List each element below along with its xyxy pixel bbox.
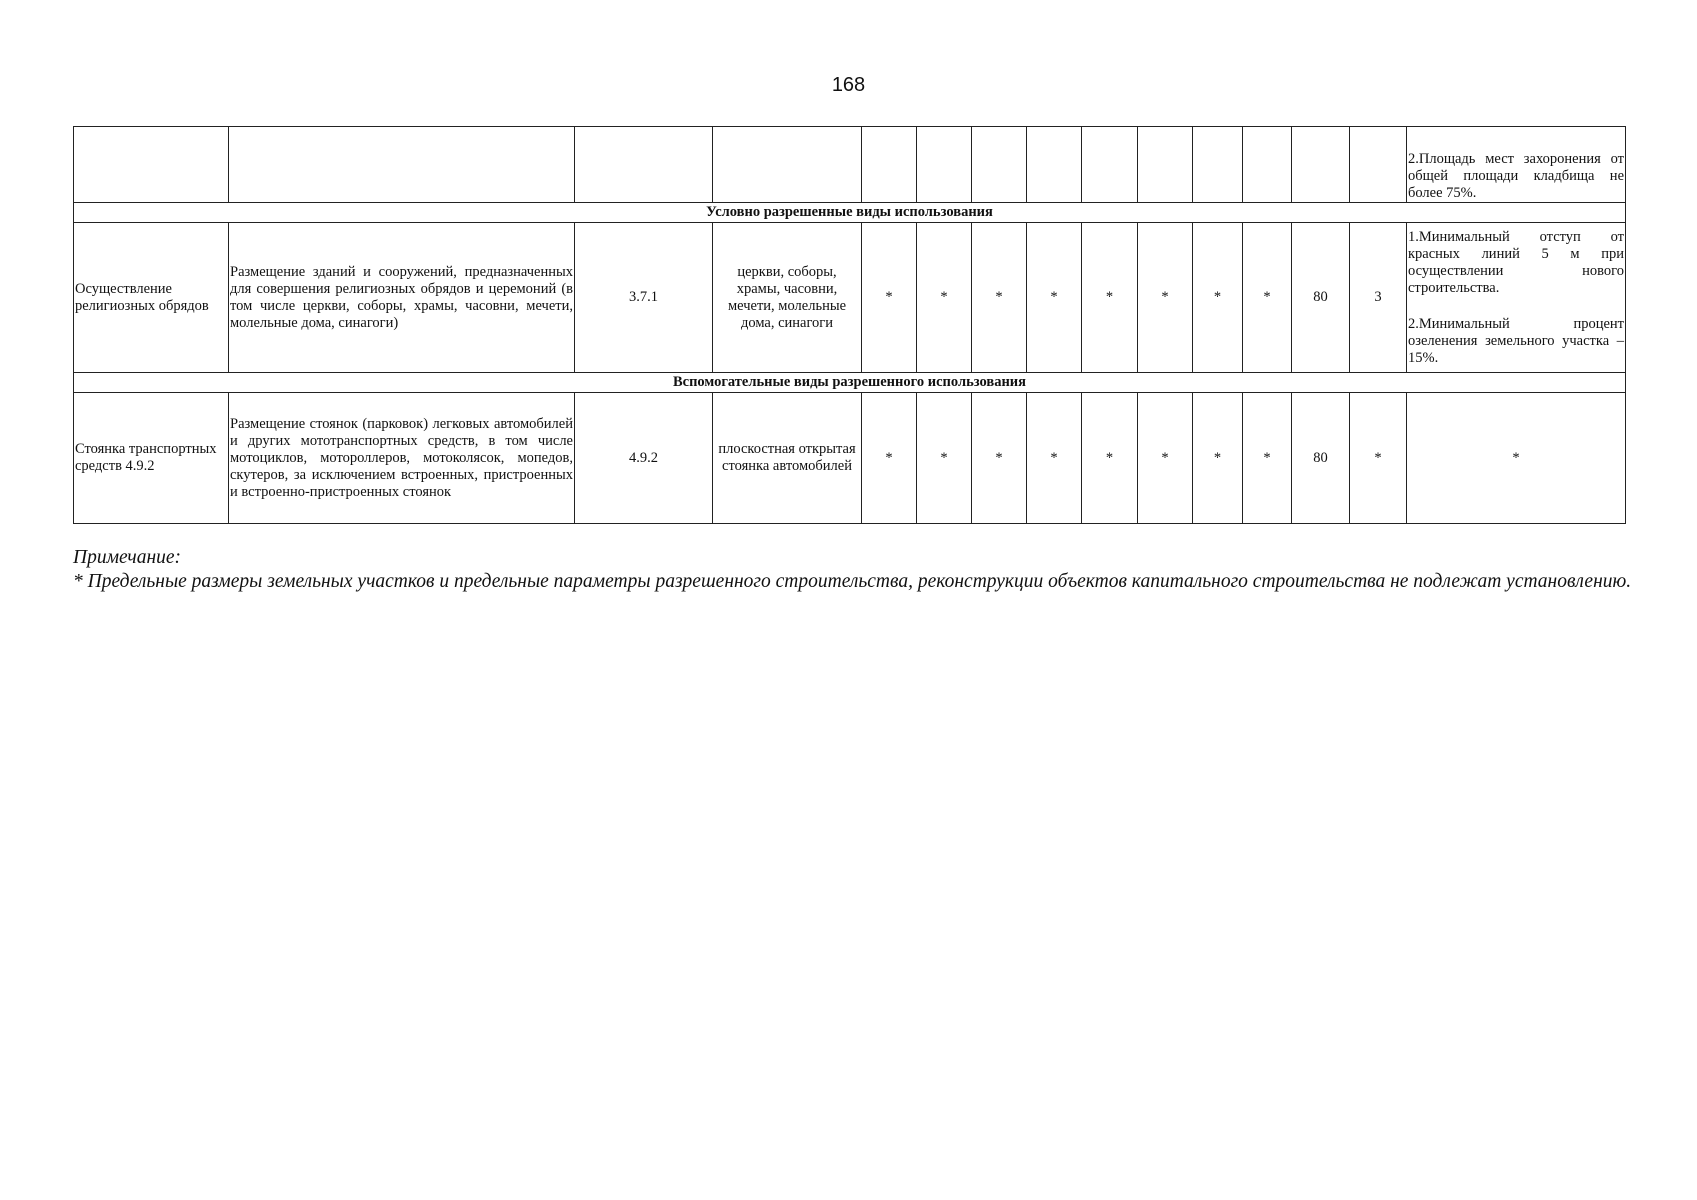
table-cell (229, 127, 575, 203)
table-cell (1082, 127, 1138, 203)
param-cell: * (1082, 393, 1138, 524)
param-cell: * (917, 223, 972, 373)
note-setback: 1.Минимальный отступ от красных линий 5 м при осуществлении нового строительства. (1408, 228, 1624, 296)
table-cell (972, 127, 1027, 203)
table-row-parking (74, 393, 1626, 524)
param-cell: * (1193, 393, 1243, 524)
footnote-label: Примечание: (73, 547, 182, 568)
param-cell: * (972, 223, 1027, 373)
notes-cell: 2.Площадь мест захоронения от общей площади кладбища не более 75%. (1407, 127, 1626, 203)
param-cell: * (917, 393, 972, 524)
use-name-cell: Осуществление религиозных обрядов (74, 223, 229, 373)
param-cell: 80 (1292, 223, 1350, 373)
table-row-religion (74, 223, 1626, 373)
section-title: Условно разрешенные виды использования (74, 203, 1626, 223)
table-row-cemetery-continued (74, 127, 1626, 203)
page-number: 168 (831, 74, 866, 96)
footnote-text: * Предельные размеры земельных участков и предельные параметры разрешенного строительства, реконструкции объектов капитального строительства не подлежат установлению. (73, 571, 1632, 592)
table-cell (1350, 127, 1407, 203)
section-title: Вспомогательные виды разрешенного использования (74, 373, 1626, 393)
param-cell: * (972, 393, 1027, 524)
note-greening: 2.Минимальный процент озеленения земельного участка – 15%. (1408, 315, 1624, 366)
table-cell (74, 127, 229, 203)
param-cell: 80 (1292, 393, 1350, 524)
param-cell: * (862, 223, 917, 373)
param-cell: * (1138, 223, 1193, 373)
notes-cell (1407, 223, 1626, 373)
notes-cell: * (1407, 393, 1626, 524)
use-name-cell: Стоянка транспортных средств 4.9.2 (74, 393, 229, 524)
param-cell: * (1027, 393, 1082, 524)
param-cell: 3 (1350, 223, 1407, 373)
table-cell (1027, 127, 1082, 203)
table-cell (1292, 127, 1350, 203)
table-cell (1138, 127, 1193, 203)
param-cell: * (1082, 223, 1138, 373)
table-cell (575, 127, 713, 203)
footnote (73, 546, 1633, 594)
table-cell (917, 127, 972, 203)
table-cell (1193, 127, 1243, 203)
table-cell (1243, 127, 1292, 203)
param-cell: * (1243, 393, 1292, 524)
param-cell: * (862, 393, 917, 524)
table-cell (862, 127, 917, 203)
section-header-auxiliary (74, 373, 1626, 393)
param-cell: * (1138, 393, 1193, 524)
section-header-conditional (74, 203, 1626, 223)
objects-cell: плоскостная открытая стоянка автомобилей (713, 393, 862, 524)
param-cell: * (1350, 393, 1407, 524)
code-cell: 4.9.2 (575, 393, 713, 524)
objects-cell: церкви, соборы, храмы, часовни, мечети, молельные дома, синагоги (713, 223, 862, 373)
table-cell (713, 127, 862, 203)
code-cell: 3.7.1 (575, 223, 713, 373)
description-cell: Размещение зданий и сооружений, предназначенных для совершения религиозных обрядов и церемоний (в том числе церкви, соборы, храмы, часовни, мечети, молельные дома, синагоги) (229, 223, 575, 373)
regulations-table (73, 126, 1626, 524)
param-cell: * (1243, 223, 1292, 373)
description-cell: Размещение стоянок (парковок) легковых автомобилей и других мототранспортных средств, в том числе мотоциклов, мотороллеров, мотоколясок, мопедов, скутеров, за исключением встроенных, пристроенных и встроенно-пристроенных стоянок (229, 393, 575, 524)
param-cell: * (1193, 223, 1243, 373)
param-cell: * (1027, 223, 1082, 373)
